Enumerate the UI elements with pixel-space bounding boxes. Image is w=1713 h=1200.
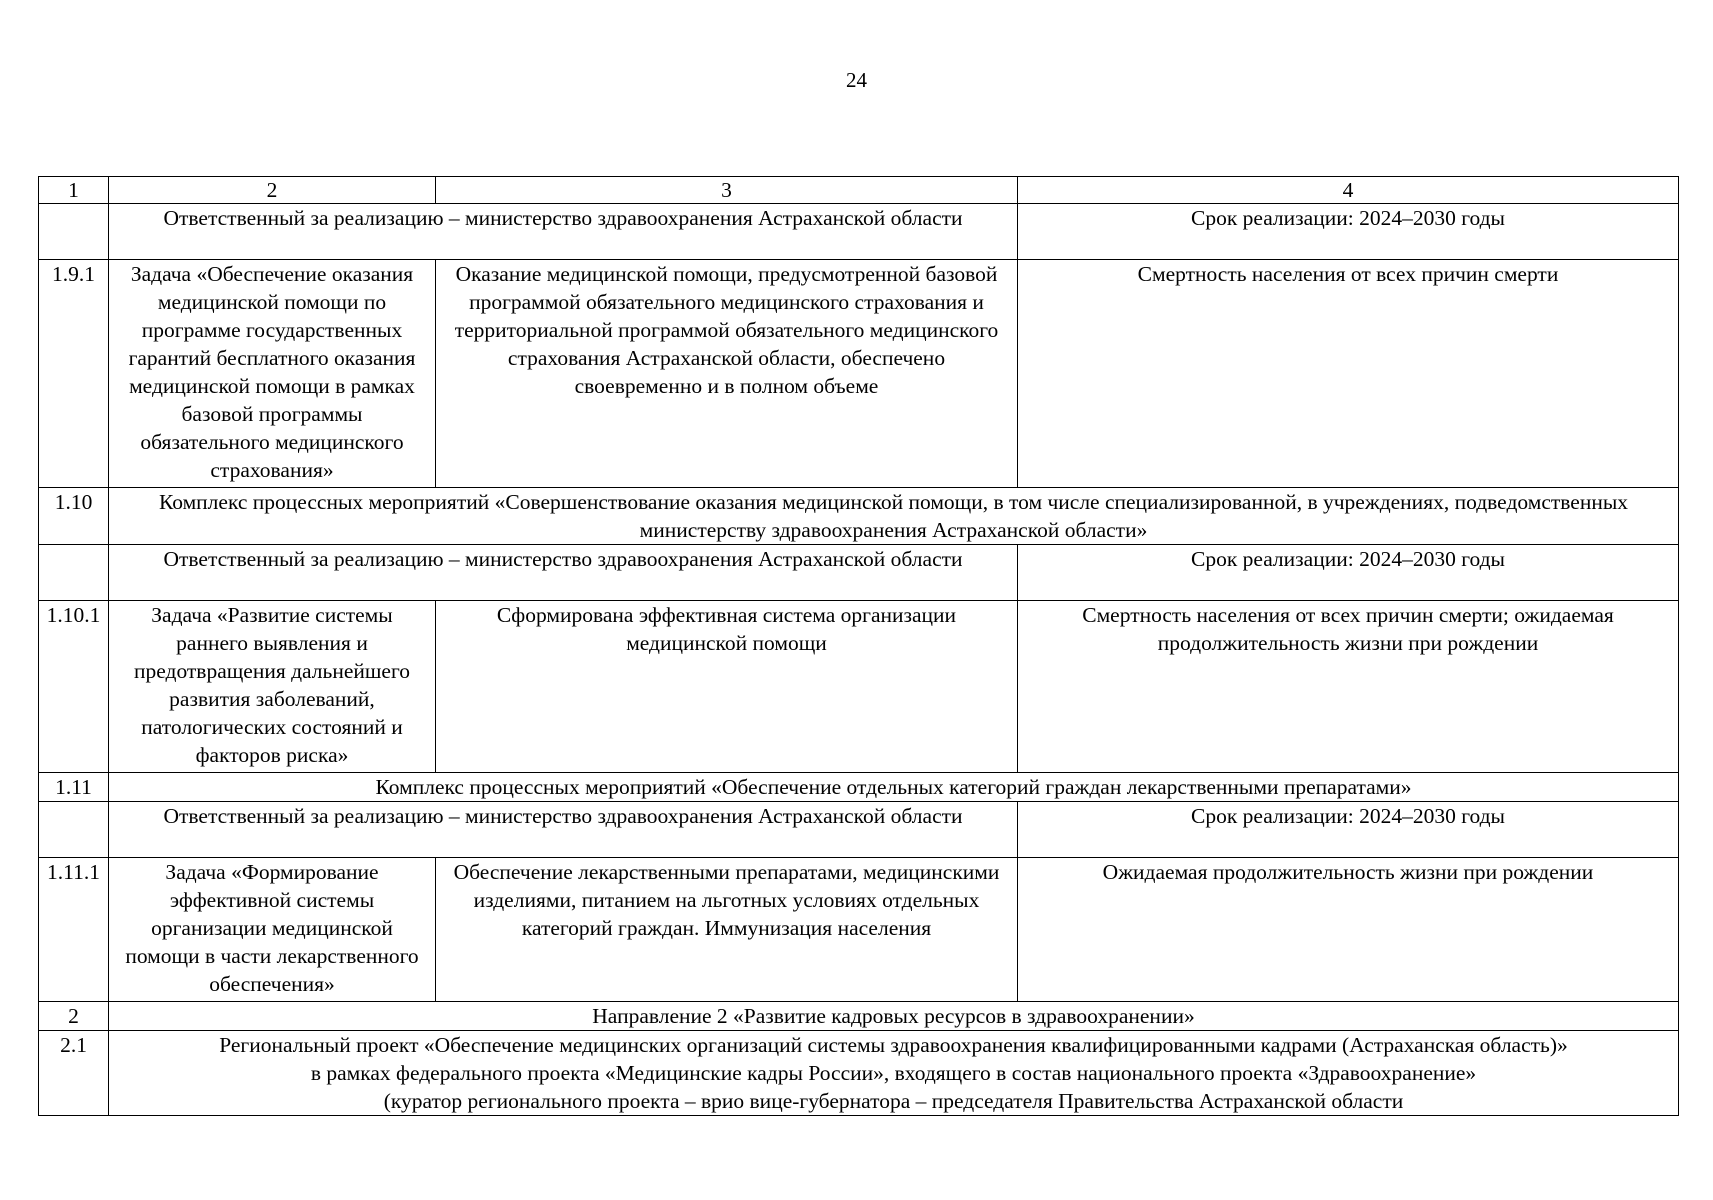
header-row	[39, 177, 1679, 204]
row-number: 1.10	[39, 488, 109, 545]
row-1-10-1	[39, 601, 1679, 773]
row-number: 1.11.1	[39, 858, 109, 1002]
measures-table	[38, 176, 1679, 1116]
regional-project-cell	[109, 1031, 1679, 1116]
responsible-row-1-10	[39, 545, 1679, 601]
federal-project-line: в рамках федерального проекта «Медицинские кадры России», входящего в состав национального проекта «Здравоохранение»	[310, 1061, 1477, 1085]
row-number: 2	[39, 1002, 109, 1031]
direction-title: Направление 2 «Развитие кадровых ресурсов в здравоохранении»	[109, 1002, 1679, 1031]
row-number: 1.11	[39, 773, 109, 802]
result-cell: Сформирована эффективная система организации медицинской помощи	[436, 601, 1018, 773]
row-1-11-1	[39, 858, 1679, 1002]
empty-num-cell	[39, 545, 109, 601]
row-number: 1.10.1	[39, 601, 109, 773]
header-col-4: 4	[1018, 177, 1679, 204]
process-complex-title: Комплекс процессных мероприятий «Совершенствование оказания медицинской помощи, в том числе специализированной, в учреждениях, подведомственных министерству здравоохранения Астраханской области»	[109, 488, 1679, 545]
row-1-10	[39, 488, 1679, 545]
row-2	[39, 1002, 1679, 1031]
term-cell: Срок реализации: 2024–2030 годы	[1018, 802, 1679, 858]
row-2-1	[39, 1031, 1679, 1116]
regional-project-title: Региональный проект «Обеспечение медицинских организаций системы здравоохранения квалифицированными кадрами (Астраханская область)»	[219, 1033, 1568, 1057]
empty-num-cell	[39, 204, 109, 260]
empty-num-cell	[39, 802, 109, 858]
task-cell: Задача «Развитие системы раннего выявления и предотвращения дальнейшего развития заболеваний, патологических состояний и факторов риска»	[109, 601, 436, 773]
responsible-row-1-9	[39, 204, 1679, 260]
row-number: 2.1	[39, 1031, 109, 1116]
responsible-cell: Ответственный за реализацию – министерство здравоохранения Астраханской области	[109, 802, 1018, 858]
header-col-2: 2	[109, 177, 436, 204]
row-number: 1.9.1	[39, 260, 109, 488]
row-1-9-1	[39, 260, 1679, 488]
responsible-row-1-11	[39, 802, 1679, 858]
header-col-1: 1	[39, 177, 109, 204]
term-cell: Срок реализации: 2024–2030 годы	[1018, 545, 1679, 601]
process-complex-title: Комплекс процессных мероприятий «Обеспечение отдельных категорий граждан лекарственными препаратами»	[109, 773, 1679, 802]
responsible-cell: Ответственный за реализацию – министерство здравоохранения Астраханской области	[109, 545, 1018, 601]
result-cell: Оказание медицинской помощи, предусмотренной базовой программой обязательного медицинского страхования и территориальной программой обязательного медицинского страхования Астраханской области, обеспечено своевременно и в полном объеме	[436, 260, 1018, 488]
responsible-cell: Ответственный за реализацию – министерство здравоохранения Астраханской области	[109, 204, 1018, 260]
term-cell: Срок реализации: 2024–2030 годы	[1018, 204, 1679, 260]
curator-line: (куратор регионального проекта – врио вице-губернатора – председателя Правительства Астраханской области	[383, 1089, 1404, 1113]
result-cell: Обеспечение лекарственными препаратами, медицинскими изделиями, питанием на льготных условиях отдельных категорий граждан. Иммунизация населения	[436, 858, 1018, 1002]
page-number: 24	[846, 68, 867, 92]
header-col-3: 3	[436, 177, 1018, 204]
row-1-11	[39, 773, 1679, 802]
task-cell: Задача «Формирование эффективной системы организации медицинской помощи в части лекарственного обеспечения»	[109, 858, 436, 1002]
indicator-cell: Смертность населения от всех причин смерти	[1018, 260, 1679, 488]
task-cell: Задача «Обеспечение оказания медицинской помощи по программе государственных гарантий бесплатного оказания медицинской помощи в рамках базовой программы обязательного медицинского страхования»	[109, 260, 436, 488]
indicator-cell: Смертность населения от всех причин смерти; ожидаемая продолжительность жизни при рождении	[1018, 601, 1679, 773]
indicator-cell: Ожидаемая продолжительность жизни при рождении	[1018, 858, 1679, 1002]
